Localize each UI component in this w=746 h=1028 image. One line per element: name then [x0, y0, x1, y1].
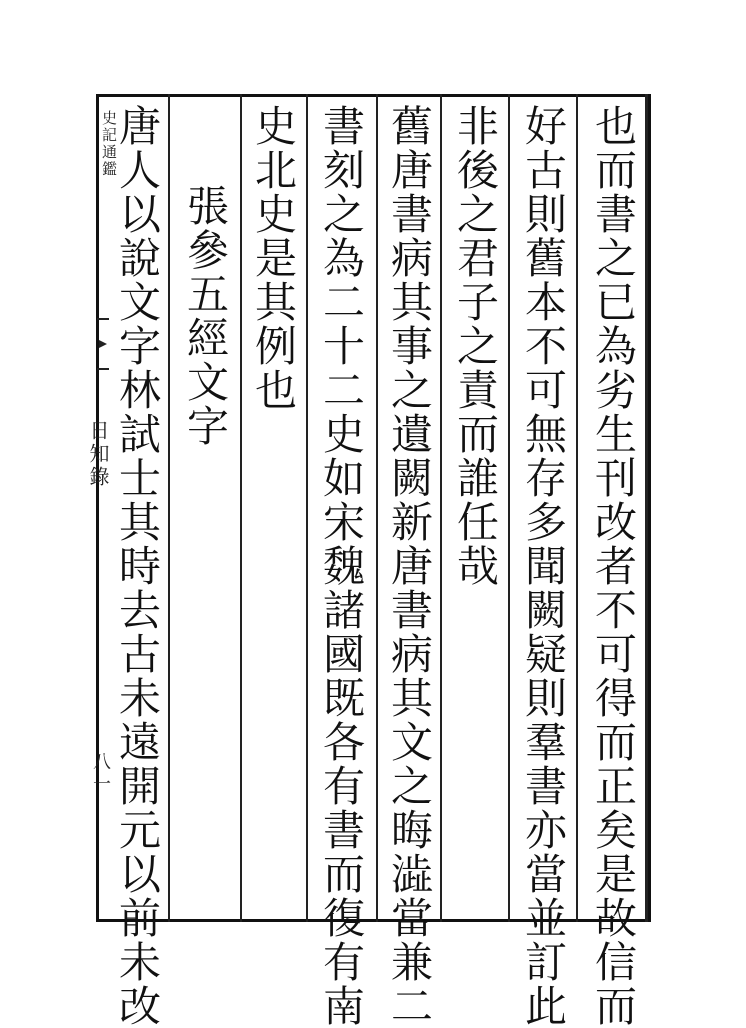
column-ruling: [306, 94, 308, 922]
text-column-2: [514, 104, 572, 1028]
column-ruling: [376, 94, 378, 922]
column-text: 唐人以說文字林試士其時去古未遠開元以前未改: [113, 104, 162, 1028]
leaf-number: 八一: [90, 752, 111, 796]
margin-header: 史記通鑑: [100, 110, 118, 178]
text-column-7: [176, 184, 234, 448]
text-column-5: [312, 104, 370, 1028]
text-column-4: [380, 104, 438, 1028]
text-column-3: [446, 104, 504, 588]
column-text: 非後之君子之責而誰任哉: [451, 104, 500, 588]
column-ruling: [168, 94, 170, 922]
text-column-6: [244, 104, 302, 412]
column-text: 張參五經文字: [181, 184, 230, 448]
book-title: 日知錄: [86, 420, 110, 489]
text-column-1: [584, 104, 642, 1028]
column-ruling: [440, 94, 442, 922]
column-ruling: [240, 94, 242, 922]
column-text: 好古則舊本不可無存多聞闕疑則羣書亦當並訂此: [519, 104, 568, 1028]
column-text: 書刻之為二十二史如宋魏諸國既各有書而復有南: [317, 104, 366, 1028]
column-text: 史北史是其例也: [249, 104, 298, 412]
frame-outer-rule: [645, 94, 648, 922]
column-text: 舊唐書病其事之遺闕新唐書病其文之晦澁當兼二: [385, 104, 434, 1028]
text-column-8: [108, 104, 166, 1028]
column-ruling: [508, 94, 510, 922]
column-ruling: [576, 94, 578, 922]
column-text: 也而書之已為劣生刊改者不可得而正矣是故信而: [589, 104, 638, 1028]
